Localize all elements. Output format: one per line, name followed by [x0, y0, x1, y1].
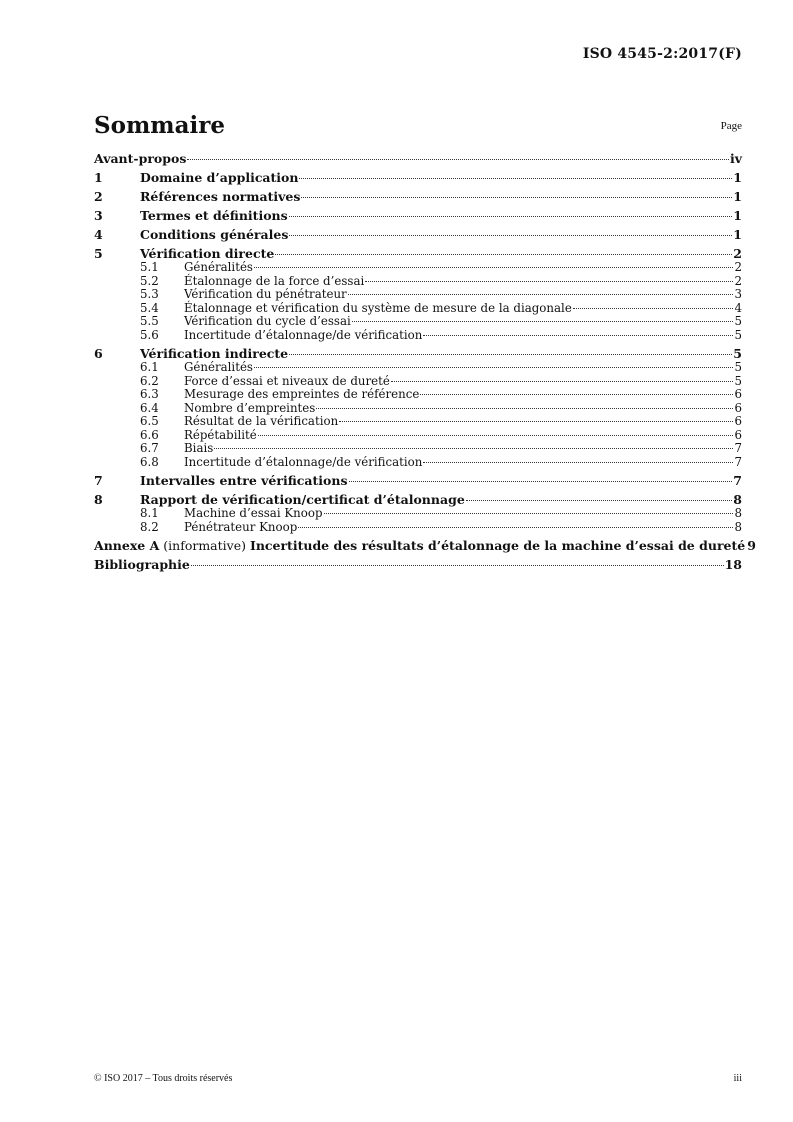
footer-page-number: iii — [733, 1073, 742, 1084]
dot-leader — [352, 321, 733, 322]
toc-entry-title — [140, 415, 338, 429]
dot-leader — [191, 565, 724, 566]
page-column-label: Page — [720, 120, 742, 132]
toc-subentry[interactable] — [94, 521, 742, 535]
toc-entry-title — [140, 361, 253, 375]
toc-entry-number: 6.3 — [140, 387, 159, 401]
toc-entry-page: 7 — [734, 454, 742, 469]
dot-leader — [275, 254, 732, 255]
toc-entry-title — [140, 456, 422, 470]
toc-entry-title — [94, 228, 288, 242]
toc-entry-title — [94, 247, 274, 261]
dot-leader — [289, 235, 732, 236]
toc-subentry[interactable] — [94, 361, 742, 375]
toc-entry-title — [94, 539, 745, 553]
toc-entry-number: 6.4 — [140, 400, 159, 415]
dot-leader — [289, 354, 732, 355]
toc-entry-number: 5.5 — [140, 314, 159, 328]
toc-entry-title — [140, 521, 297, 535]
toc-entry-page: 1 — [733, 189, 742, 204]
toc-entry-page: iv — [729, 151, 742, 166]
toc-entry-text: Domaine d’application — [140, 170, 299, 185]
dot-leader — [258, 435, 733, 436]
toc-entry-text: Pénétrateur Knoop — [184, 519, 298, 534]
dot-leader — [289, 216, 733, 217]
toc-entry-number: 5 — [94, 246, 103, 261]
toc-entry-number: 8.1 — [140, 506, 159, 520]
toc-entry-number: 6.5 — [140, 414, 159, 428]
dot-leader — [365, 281, 733, 282]
toc-entry-text: Vérification indirecte — [140, 346, 289, 361]
dot-leader — [420, 394, 733, 395]
toc-entry-page: 8 — [734, 506, 742, 520]
toc-entry-title — [94, 209, 288, 223]
toc-entry-page: 5 — [733, 346, 742, 361]
toc-entry-text: Biais — [184, 441, 214, 455]
toc-entry-title — [140, 275, 364, 289]
toc-subentry[interactable] — [94, 329, 742, 343]
toc-entry-text: Conditions générales — [140, 227, 289, 242]
footer-copyright: © ISO 2017 – Tous droits réservés — [94, 1073, 233, 1084]
toc-entry-page: 8 — [734, 519, 742, 534]
dot-leader — [423, 462, 733, 463]
annex-label: Annexe A — [94, 538, 160, 553]
toc-entry-title — [140, 315, 351, 329]
toc-entry-page: 6 — [734, 387, 742, 401]
toc-entry-text: Avant-propos — [94, 151, 187, 166]
table-of-contents — [94, 151, 756, 572]
toc-entry-text: Résultat de la vérification — [184, 414, 339, 428]
toc-entry[interactable] — [94, 247, 742, 261]
toc-entry-number: 2 — [94, 189, 103, 204]
dot-leader — [391, 381, 733, 382]
toc-entry-page: 1 — [733, 170, 742, 185]
toc-subentry[interactable] — [94, 429, 742, 443]
toc-entry-title — [140, 442, 213, 456]
toc-entry-text: Vérification directe — [140, 246, 275, 261]
dot-leader — [298, 527, 733, 528]
toc-entry[interactable] — [94, 152, 742, 166]
toc-entry-number: 5.6 — [140, 327, 159, 342]
toc-entry-title — [94, 171, 298, 185]
toc-entry[interactable] — [94, 558, 742, 572]
toc-entry-number: 8.2 — [140, 519, 159, 534]
toc-subentry[interactable] — [94, 302, 742, 316]
dot-leader — [423, 335, 733, 336]
toc-entry-text: Intervalles entre vérifications — [140, 473, 348, 488]
toc-entry-title — [94, 347, 288, 361]
dot-leader — [349, 481, 733, 482]
page-title: Sommaire — [94, 112, 226, 139]
toc-entry-number: 6.2 — [140, 373, 159, 388]
toc-entry-page: 2 — [734, 273, 742, 288]
toc-entry-text: Termes et définitions — [140, 208, 288, 223]
toc-entry-number: 3 — [94, 208, 103, 223]
toc-subentry[interactable] — [94, 375, 742, 389]
toc-entry-title — [140, 402, 315, 416]
dot-leader — [299, 178, 732, 179]
toc-entry-title — [140, 375, 390, 389]
toc-entry-page: 6 — [734, 414, 742, 428]
toc-entry-number: 6.7 — [140, 441, 159, 455]
toc-entry-title — [94, 558, 190, 572]
toc-entry-text: Incertitude des résultats d’étalonnage de la machine d’essai de dureté — [249, 538, 746, 553]
toc-entry-number: 6.8 — [140, 454, 159, 469]
toc-entry-text: Vérification du pénétrateur — [184, 287, 347, 301]
toc-subentry[interactable] — [94, 442, 742, 456]
toc-entry[interactable] — [94, 209, 742, 223]
annex-type: (informative) — [159, 538, 250, 553]
dot-leader — [187, 159, 729, 160]
dot-leader — [324, 513, 733, 514]
toc-entry-number: 6.6 — [140, 427, 159, 442]
toc-entry-page: 8 — [733, 492, 742, 507]
toc-entry-text: Nombre d’empreintes — [184, 400, 316, 415]
toc-entry-text: Vérification du cycle d’essai — [184, 314, 351, 328]
toc-entry-text: Incertitude d’étalonnage/de vérification — [184, 454, 423, 469]
toc-entry-title — [140, 507, 323, 521]
toc-subentry[interactable] — [94, 288, 742, 302]
toc-entry[interactable] — [94, 347, 742, 361]
toc-entry-text: Force d’essai et niveaux de dureté — [184, 373, 390, 388]
dot-leader — [214, 448, 733, 449]
toc-entry[interactable] — [94, 190, 742, 204]
toc-entry-number: 6.1 — [140, 360, 159, 374]
toc-entry-text: Bibliographie — [94, 557, 190, 572]
toc-entry-text: Étalonnage et vérification du système de mesure de la diagonale — [184, 300, 572, 315]
toc-entry-text: Références normatives — [140, 189, 301, 204]
toc-entry[interactable] — [94, 171, 742, 185]
toc-entry-title — [140, 429, 257, 443]
toc-subentry[interactable] — [94, 507, 742, 521]
dot-leader — [254, 267, 733, 268]
toc-entry-page: 5 — [734, 314, 742, 328]
toc-entry[interactable] — [94, 538, 756, 553]
toc-entry-title — [140, 261, 253, 275]
toc-entry-number: 8 — [94, 492, 103, 507]
toc-entry-text: Généralités — [184, 260, 253, 274]
toc-subentry[interactable] — [94, 456, 742, 470]
toc-entry-text: Répétabilité — [184, 427, 257, 442]
toc-entry-page: 7 — [734, 441, 742, 455]
toc-subentry[interactable] — [94, 415, 742, 429]
toc-subentry[interactable] — [94, 388, 742, 402]
toc-entry[interactable] — [94, 474, 742, 488]
toc-subentry[interactable] — [94, 402, 742, 416]
toc-subentry[interactable] — [94, 315, 742, 329]
toc-entry-page: 4 — [734, 300, 742, 315]
dot-leader — [301, 197, 732, 198]
toc-entry-title — [140, 329, 422, 343]
dot-leader — [573, 308, 733, 309]
toc-entry-number: 7 — [94, 473, 103, 488]
toc-entry-page: 9 — [747, 538, 756, 553]
toc-entry-page: 7 — [733, 473, 742, 488]
toc-entry-title — [140, 302, 572, 316]
toc-entry-page: 18 — [724, 557, 742, 572]
toc-entry-page: 3 — [734, 287, 742, 301]
toc-entry[interactable] — [94, 228, 742, 242]
dot-leader — [339, 421, 733, 422]
toc-entry-text: Étalonnage de la force d’essai — [184, 273, 365, 288]
toc-entry-page: 1 — [733, 227, 742, 242]
toc-entry-title — [94, 190, 300, 204]
toc-entry-number: 1 — [94, 170, 103, 185]
toc-entry-page: 5 — [734, 373, 742, 388]
toc-entry[interactable] — [94, 493, 742, 507]
toc-entry-page: 6 — [734, 400, 742, 415]
toc-entry-number: 4 — [94, 227, 103, 242]
toc-entry-text: Incertitude d’étalonnage/de vérification — [184, 327, 423, 342]
toc-entry-number: 5.3 — [140, 287, 159, 301]
toc-entry-number: 5.4 — [140, 300, 159, 315]
dot-leader — [348, 294, 733, 295]
toc-entry-number: 5.1 — [140, 260, 159, 274]
toc-entry-number: 6 — [94, 346, 103, 361]
title-row — [94, 112, 742, 142]
toc-entry-page: 2 — [734, 260, 742, 274]
dot-leader — [254, 367, 733, 368]
toc-entry-text: Généralités — [184, 360, 253, 374]
toc-entry-page: 5 — [734, 360, 742, 374]
toc-entry-title — [94, 493, 465, 507]
toc-entry-title — [94, 474, 348, 488]
toc-entry-title — [140, 388, 419, 402]
toc-subentry[interactable] — [94, 261, 742, 275]
toc-entry-page: 6 — [734, 427, 742, 442]
toc-entry-text: Machine d’essai Knoop — [184, 506, 323, 520]
dot-leader — [316, 408, 733, 409]
toc-subentry[interactable] — [94, 275, 742, 289]
toc-entry-page: 1 — [733, 208, 742, 223]
document-code: ISO 4545-2:2017(F) — [582, 46, 742, 62]
toc-entry-page: 5 — [734, 327, 742, 342]
toc-entry-page: 2 — [733, 246, 742, 261]
toc-entry-text: Rapport de vérification/certificat d’étalonnage — [140, 492, 465, 507]
toc-entry-title — [140, 288, 347, 302]
toc-entry-text: Mesurage des empreintes de référence — [184, 387, 420, 401]
toc-entry-title — [94, 152, 186, 166]
dot-leader — [466, 500, 733, 501]
toc-entry-number: 5.2 — [140, 273, 159, 288]
